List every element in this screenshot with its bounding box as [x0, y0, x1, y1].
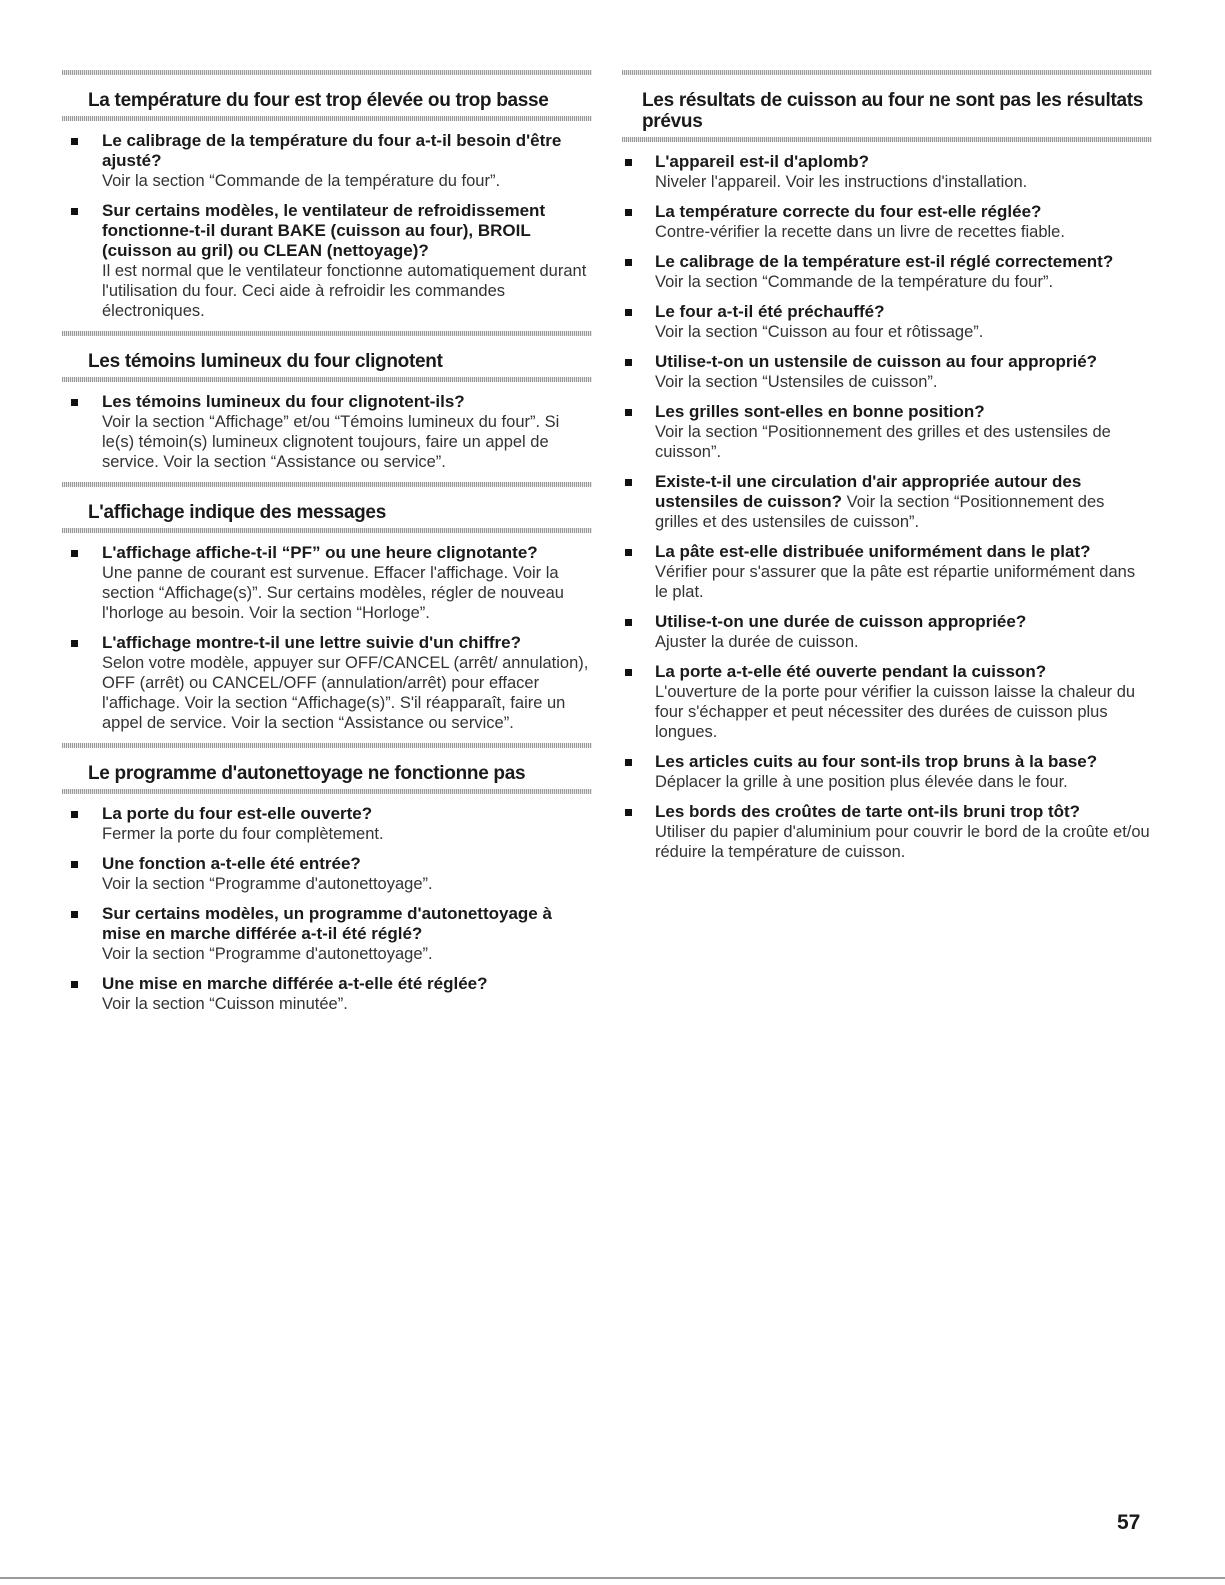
question-text: Les articles cuits au four sont-ils trop bruns à la base?: [655, 752, 1098, 771]
square-bullet-icon: [71, 138, 78, 145]
question-text: La température correcte du four est-elle réglée?: [655, 202, 1042, 221]
answer-text: Voir la section “Programme d'autonettoyage”.: [102, 875, 433, 893]
square-bullet-icon: [625, 359, 632, 366]
section-heading: Le programme d'autonettoyage ne fonctionne pas: [88, 763, 526, 784]
answer-text: Voir la section “Commande de la température du four”.: [102, 172, 501, 190]
question-list: [622, 152, 1152, 862]
question-list: [62, 392, 592, 472]
answer-text: Voir la section “Cuisson au four et rôtissage”.: [655, 323, 984, 341]
answer-text: Vérifier pour s'assurer que la pâte est répartie uniformément dans le plat.: [655, 563, 1136, 601]
answer-text: Voir la section “Commande de la température du four”.: [655, 273, 1054, 291]
question-text: L'affichage montre-t-il une lettre suivie d'un chiffre?: [102, 633, 521, 652]
question-text: La porte du four est-elle ouverte?: [102, 804, 373, 823]
answer-text: L'ouverture de la porte pour vérifier la cuisson laisse la chaleur du four s'échapper et peut nécessiter des durées de cuisson plus longues.: [655, 683, 1136, 741]
answer-text: Voir la section “Positionnement des grilles et des ustensiles de cuisson”.: [655, 493, 1105, 531]
square-bullet-icon: [625, 309, 632, 316]
section-heading: Les témoins lumineux du four clignotent: [88, 351, 443, 372]
right-column: [622, 70, 1152, 872]
list-item: [622, 402, 1152, 462]
list-item: [622, 662, 1152, 742]
square-bullet-icon: [625, 259, 632, 266]
list-item: [622, 542, 1152, 602]
troubleshooting-section: [62, 482, 592, 733]
troubleshooting-section: [62, 70, 592, 321]
list-item: [62, 974, 592, 1014]
question-text: L'appareil est-il d'aplomb?: [655, 152, 870, 171]
list-item: [62, 131, 592, 191]
list-item: [622, 802, 1152, 862]
left-column: [62, 70, 592, 1024]
list-item: [62, 804, 592, 844]
section-bottom-rule: [62, 528, 592, 533]
list-item: [622, 252, 1152, 292]
square-bullet-icon: [71, 640, 78, 647]
question-text: Utilise-t-on une durée de cuisson appropriée?: [655, 612, 1027, 631]
list-item: [622, 752, 1152, 792]
question-text: Le calibrage de la température du four a-t-il besoin d'être ajusté?: [102, 131, 562, 170]
answer-text: Déplacer la grille à une position plus élevée dans le four.: [655, 773, 1068, 791]
question-list: [62, 543, 592, 733]
list-item: [622, 472, 1152, 532]
question-text: Le four a-t-il été préchauffé?: [655, 302, 885, 321]
page-number: 57: [1117, 1511, 1141, 1534]
square-bullet-icon: [625, 809, 632, 816]
answer-text: Utiliser du papier d'aluminium pour couvrir le bord de la croûte et/ou réduire la température de cuisson.: [655, 823, 1150, 861]
question-text: Utilise-t-on un ustensile de cuisson au four approprié?: [655, 352, 1098, 371]
section-heading: La température du four est trop élevée ou trop basse: [88, 90, 549, 111]
question-text: La pâte est-elle distribuée uniformément dans le plat?: [655, 542, 1091, 561]
section-heading: Les résultats de cuisson au four ne sont pas les résultats prévus: [642, 90, 1144, 132]
list-item: [62, 201, 592, 321]
list-item: [622, 202, 1152, 242]
list-item: [622, 352, 1152, 392]
question-text: L'affichage affiche-t-il “PF” ou une heure clignotante?: [102, 543, 538, 562]
answer-text: Niveler l'appareil. Voir les instructions d'installation.: [655, 173, 1028, 191]
answer-text: Il est normal que le ventilateur fonctionne automatiquement durant l'utilisation du four. Ceci aide à refroidir les commandes électroniques.: [102, 262, 587, 320]
square-bullet-icon: [625, 479, 632, 486]
square-bullet-icon: [625, 759, 632, 766]
list-item: [622, 302, 1152, 342]
square-bullet-icon: [71, 861, 78, 868]
question-text: Une fonction a-t-elle été entrée?: [102, 854, 361, 873]
section-bottom-rule: [62, 789, 592, 794]
square-bullet-icon: [625, 159, 632, 166]
question-text: Les grilles sont-elles en bonne position?: [655, 402, 985, 421]
question-text: Le calibrage de la température est-il réglé correctement?: [655, 252, 1114, 271]
section-bottom-rule: [62, 377, 592, 382]
answer-text: Contre-vérifier la recette dans un livre de recettes fiable.: [655, 223, 1065, 241]
list-item: [622, 152, 1152, 192]
question-text: Une mise en marche différée a-t-elle été réglée?: [102, 974, 488, 993]
question-text: Existe-t-il une circulation d'air appropriée autour des ustensiles de cuisson?: [655, 472, 1082, 511]
square-bullet-icon: [71, 981, 78, 988]
square-bullet-icon: [625, 409, 632, 416]
list-item: [62, 543, 592, 623]
square-bullet-icon: [71, 208, 78, 215]
list-item: [622, 612, 1152, 652]
troubleshooting-section: [62, 743, 592, 1014]
list-item: [62, 633, 592, 733]
section-bottom-rule: [62, 116, 592, 121]
answer-text: Voir la section “Programme d'autonettoyage”.: [102, 945, 433, 963]
answer-text: Ajuster la durée de cuisson.: [655, 633, 859, 651]
square-bullet-icon: [625, 549, 632, 556]
answer-text: Une panne de courant est survenue. Effacer l'affichage. Voir la section “Affichage(s)”. Sur certains modèles, régler de nouveau l'horloge au besoin. Voir la section “Horloge”.: [102, 564, 564, 622]
question-text: La porte a-t-elle été ouverte pendant la cuisson?: [655, 662, 1047, 681]
question-text: Sur certains modèles, le ventilateur de refroidissement fonctionne-t-il durant BAKE (cuisson au four), BROIL (cuisson au gril) ou CLEAN (nettoyage)?: [102, 201, 546, 260]
answer-text: Selon votre modèle, appuyer sur OFF/CANCEL (arrêt/ annulation), OFF (arrêt) ou CANCEL/OFF (annulation/arrêt) pour effacer l'affichage. Voir la section “Affichage(s)”. S'il réapparaît, faire un appel de service. Voir la section “Assistance ou service”.: [102, 654, 589, 732]
square-bullet-icon: [71, 811, 78, 818]
troubleshooting-section: [622, 70, 1152, 862]
square-bullet-icon: [71, 399, 78, 406]
answer-text: Voir la section “Ustensiles de cuisson”.: [655, 373, 938, 391]
list-item: [62, 904, 592, 964]
square-bullet-icon: [71, 911, 78, 918]
troubleshooting-section: [62, 331, 592, 472]
square-bullet-icon: [625, 669, 632, 676]
list-item: [62, 854, 592, 894]
question-text: Les témoins lumineux du four clignotent-ils?: [102, 392, 465, 411]
question-text: Sur certains modèles, un programme d'autonettoyage à mise en marche différée a-t-il été réglé?: [102, 904, 552, 943]
answer-text: Voir la section “Affichage” et/ou “Témoins lumineux du four”. Si le(s) témoin(s) lumineux clignotent toujours, faire un appel de service. Voir la section “Assistance ou service”.: [102, 413, 560, 471]
answer-text: Fermer la porte du four complètement.: [102, 825, 384, 843]
square-bullet-icon: [625, 619, 632, 626]
answer-text: Voir la section “Positionnement des grilles et des ustensiles de cuisson”.: [655, 423, 1111, 461]
page-bottom-rule: [0, 1577, 1225, 1579]
section-bottom-rule: [622, 137, 1152, 142]
list-item: [62, 392, 592, 472]
square-bullet-icon: [625, 209, 632, 216]
section-heading: L'affichage indique des messages: [88, 502, 386, 523]
square-bullet-icon: [71, 550, 78, 557]
answer-text: Voir la section “Cuisson minutée”.: [102, 995, 348, 1013]
question-list: [62, 804, 592, 1014]
question-text: Les bords des croûtes de tarte ont-ils bruni trop tôt?: [655, 802, 1081, 821]
question-list: [62, 131, 592, 321]
